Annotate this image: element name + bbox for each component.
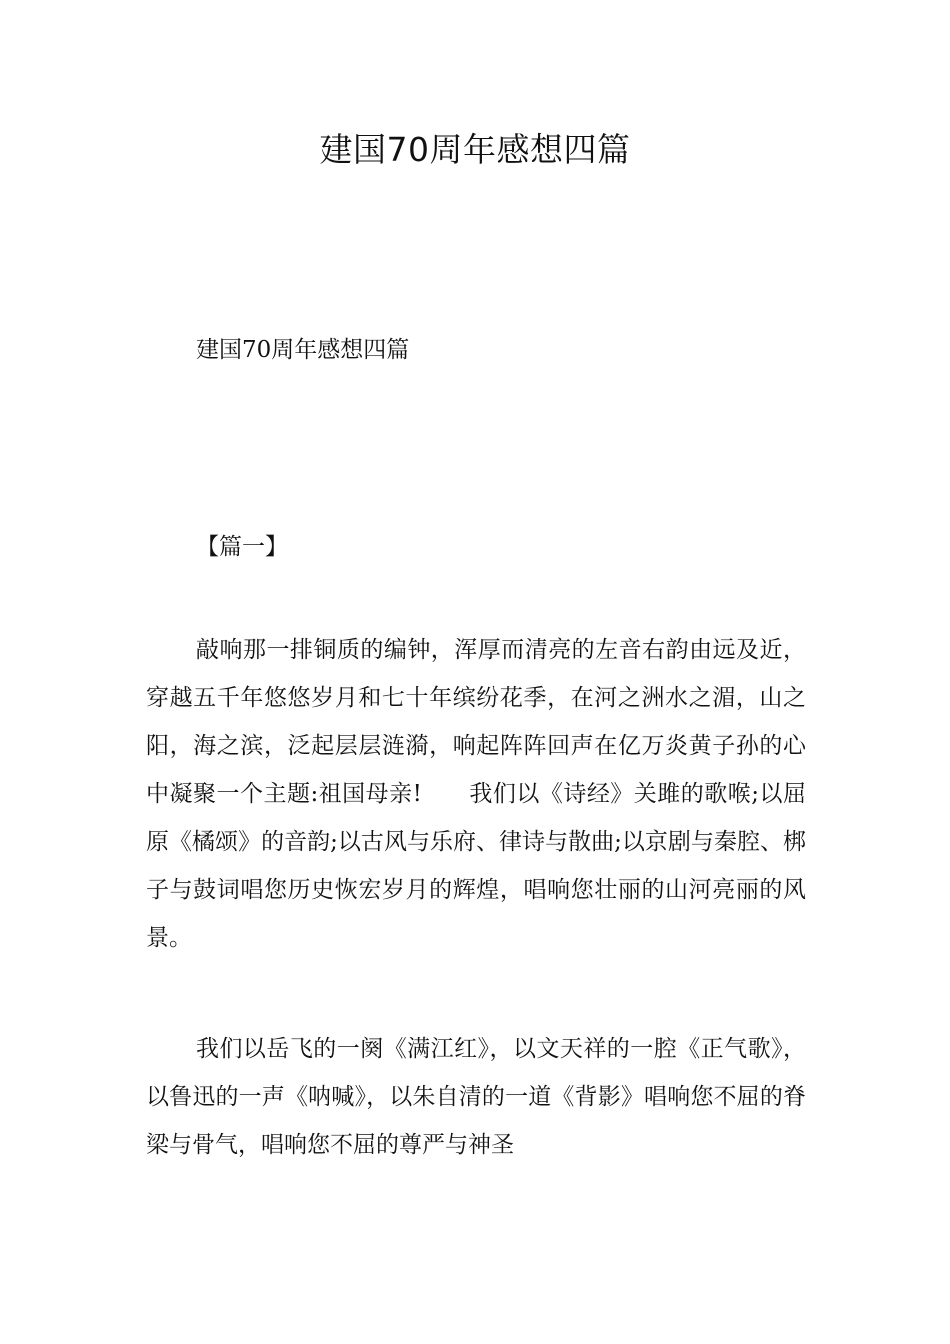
paragraph-1: 敲响那一排铜质的编钟，浑厚而清亮的左音右韵由远及近，穿越五千年悠悠岁月和七十年缤纷花季，在河之洲水之湄，山之阳，海之滨，泛起层层涟漪，响起阵阵回声在亿万炎黄子孙的心中凝聚一个主题:祖国母亲! 我们以《诗经》关雎的歌喉;以屈原《橘颂》的音韵;以古风与乐府、律诗与散曲;以京剧与秦腔、梆子与鼓词唱您历史恢宏岁月的辉煌，唱响您壮丽的山河亮丽的风景。: [146, 637, 806, 951]
section-heading: 【篇一】: [196, 534, 288, 560]
paragraph-2: 我们以岳飞的一阕《满江红》，以文天祥的一腔《正气歌》，以鲁迅的一声《呐喊》，以朱自清的一道《背影》唱响您不屈的脊梁与骨气，唱响您不屈的尊严与神圣: [146, 1036, 806, 1158]
document-subtitle: 建国70周年感想四篇: [196, 337, 410, 363]
document-title: 建国70周年感想四篇: [319, 130, 631, 169]
